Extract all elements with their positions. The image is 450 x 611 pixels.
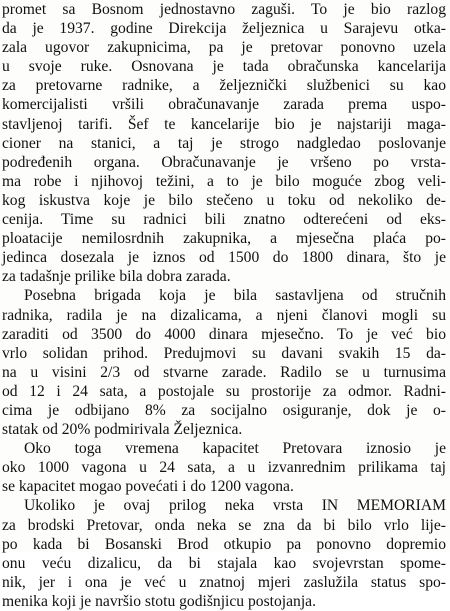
text-line: zala ugovor zakupnicima, pa je pretovar ponovno uzela <box>2 39 446 57</box>
text-line: na u visini 2/3 od stvarne zarade. Radilo se u turnusima <box>2 363 446 381</box>
paragraph-2 <box>2 286 446 439</box>
text-line: komercijalisti vršili obračunavanje zarada prema uspo- <box>2 96 446 114</box>
text-line: za tadašnje prilike bila dobra zarada. <box>2 268 231 286</box>
text-line: cima je odbijano 8% za socijalno osiguranje, dok je o- <box>2 401 446 419</box>
text-line: Posebna brigada koja je bila sastavljena od stručnih <box>24 287 446 305</box>
text-line: da je 1937. godine Direkcija željeznica u Sarajevu otka- <box>2 20 446 38</box>
text-line: jedinca dosezala je iznos od 1500 do 1800 dinara, što je <box>2 249 446 267</box>
text-line: ma robe i njihovoj težini, a to je bilo moguće zbog veli- <box>2 172 446 190</box>
text-line: Oko toga vremena kapacitet Pretovara iznosio je <box>24 440 446 458</box>
text-line: cenija. Time su radnici bili znatno odterećeni od eks- <box>2 211 446 229</box>
text-line: vrlo solidan prihod. Predujmovi su davani svakih 15 da- <box>2 344 446 362</box>
text-line: promet sa Bosnom jednostavno zaguši. To je bio razlog <box>2 1 446 18</box>
text-line: od 12 i 24 sata, a postojale su prostorije za odmor. Radni- <box>2 382 446 400</box>
paragraph-1 <box>2 0 446 286</box>
text-line: Ukoliko je ovaj prilog neka vrsta IN MEMORIAM <box>24 497 446 515</box>
text-line: se kapacitet mogao povećati i do 1200 vagona. <box>2 478 294 496</box>
text-line: menika koji je navršio stotu godišnjicu postojanja. <box>2 592 316 610</box>
document-text <box>2 0 446 611</box>
text-line: onu veću dizalicu, da bi stajala kao svojevrstan spome- <box>2 554 446 572</box>
text-line: zaraditi od 3500 do 4000 dinara mjesečno. To je već bio <box>2 325 446 343</box>
text-line: za brodski Pretovar, onda neka se zna da bi bilo vrlo lije- <box>2 516 446 534</box>
text-line: nik, jer i ona je već u znatnoj mjeri zaslužila status spo- <box>2 573 446 591</box>
paragraph-4 <box>2 496 446 611</box>
text-line: kog iskustva koje je bilo stečeno u toku od nekoliko de- <box>2 191 446 209</box>
text-line: u svoje ruke. Osnovana je tada obračunska kancelarija <box>2 58 446 76</box>
text-line: podređenih organa. Obračunavanje je vršeno po vrsta- <box>2 153 446 171</box>
text-line: statak od 20% podmirivala Željeznica. <box>2 421 243 439</box>
text-line: po kada bi Bosanski Brod otkupio pa ponovno dopremio <box>2 535 446 553</box>
text-line: oko 1000 vagona u 24 sata, a u izvanrednim prilikama taj <box>2 459 446 477</box>
text-line: radnika, radila je na dizalicama, a njeni članovi mogli su <box>2 306 446 324</box>
text-line: za pretovarne radnike, a željeznički službenici su kao <box>2 77 446 95</box>
text-line: stavljenoj tarifi. Šef te kancelarije bio je najstariji maga- <box>2 115 446 133</box>
paragraph-3 <box>2 439 446 496</box>
text-line: cioner na stanici, a taj je strogo nadgledao poslovanje <box>2 134 446 152</box>
text-line: ploatacije nemilosrdnih zakupnika, a mjesečna plaća po- <box>2 230 446 248</box>
